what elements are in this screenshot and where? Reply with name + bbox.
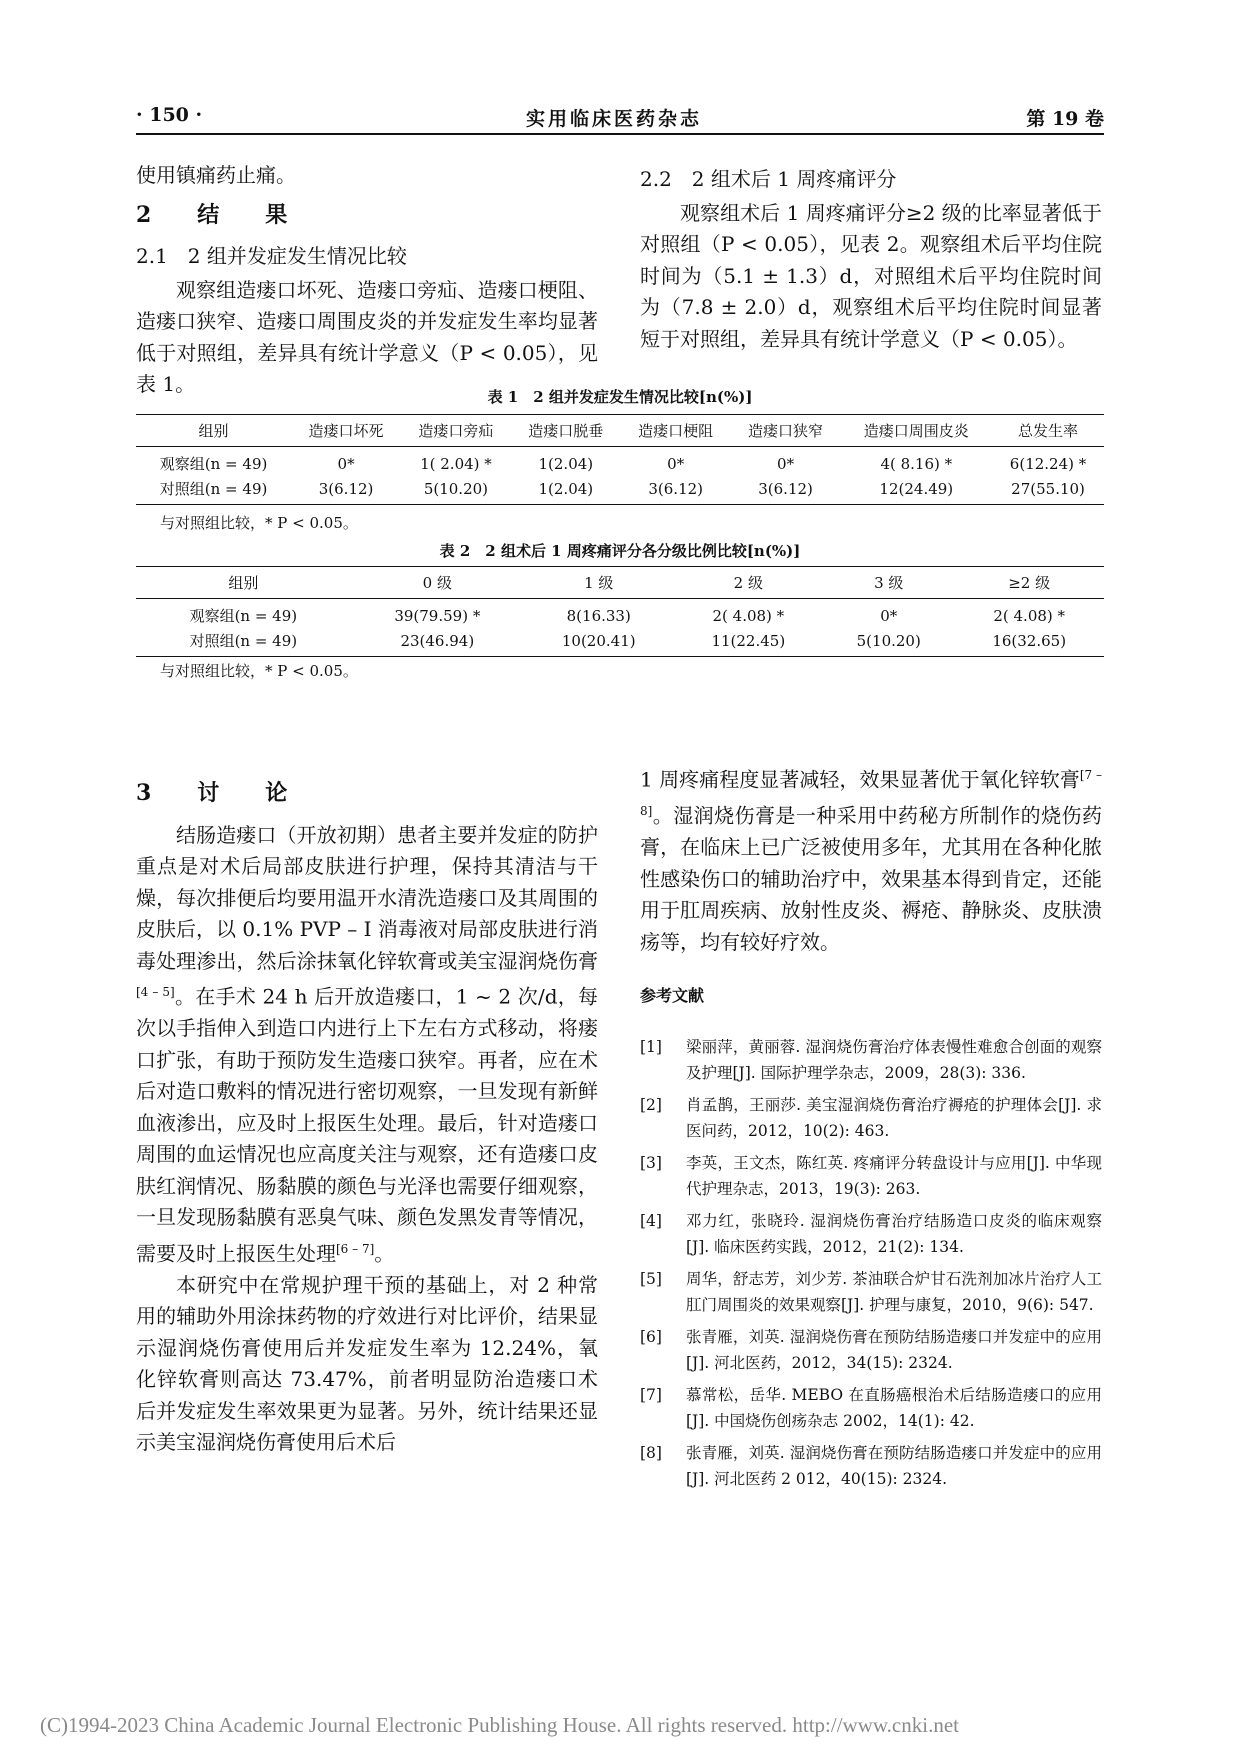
subsection-heading-2-2: 2.2 2 组术后 1 周疼痛评分 <box>640 167 897 191</box>
reference-number: [7] <box>640 1385 662 1404</box>
reference-text: 梁丽萍，黄丽蓉. 湿润烧伤膏治疗体表慢性难愈合创面的观察及护理[J]. 国际护理学杂志，2009，28(3): 336. <box>686 1037 1102 1082</box>
section-heading-discussion: 3 讨 论 <box>136 780 300 806</box>
reference-item <box>640 1324 1102 1376</box>
table-row <box>136 599 1104 629</box>
right-column-top <box>640 160 1102 355</box>
table-cell: 对照组(n = 49) <box>136 476 291 505</box>
discussion-text-b: 。在手术 24 h 后开放造瘘口，1 ~ 2 次/d，每次以手指伸入到造口内进行上下左右方式移动，将瘘口扩张，有助于预防发生造瘘口狭窄。再者，应在术后对造口敷料的情况进行密切观察，一旦发现有新鲜血液渗出，应及时上报医生处理。最后，针对造瘘口周围的血运情况也应高度关注与观察，还有造瘘口皮肤红润情况、肠黏膜的颜色与光泽也需要仔细观察，一旦发现肠黏膜有恶臭气味、颜色发黑发青等情况，需要及时上报医生处理 <box>136 984 598 1266</box>
paragraph-discussion-1 <box>136 820 598 1270</box>
reference-number: [2] <box>640 1095 662 1114</box>
left-column-bottom <box>136 770 598 1459</box>
reference-number: [3] <box>640 1153 662 1172</box>
reference-number: [1] <box>640 1037 662 1056</box>
reference-number: [6] <box>640 1327 662 1346</box>
table-cell: 3(6.12) <box>291 476 401 505</box>
column-header: 0 级 <box>351 567 524 599</box>
table2-header-row <box>136 567 1104 599</box>
reference-number: [4] <box>640 1211 662 1230</box>
table-cell: 0* <box>667 454 685 473</box>
column-header: 2 级 <box>674 567 824 599</box>
reference-item <box>640 1208 1102 1260</box>
table-cell: 12(24.49) <box>841 476 993 505</box>
discussion-text-d: 1 周疼痛程度显著减轻，效果显著优于氧化锌软膏 <box>640 767 1080 792</box>
reference-item <box>640 1150 1102 1202</box>
reference-item <box>640 1266 1102 1318</box>
column-header: 1 级 <box>524 567 674 599</box>
header-rule <box>136 133 1104 135</box>
paragraph-complications: 观察组造瘘口坏死、造瘘口旁疝、造瘘口梗阻、造瘘口狭窄、造瘘口周围皮炎的并发症发生率均显著低于对照组，差异具有统计学意义（P < 0.05），见表 1。 <box>136 277 598 396</box>
subsection-heading-2-1: 2.1 2 组并发症发生情况比较 <box>136 244 407 268</box>
table-cell: 4( 8.16) * <box>880 454 953 473</box>
table2-caption: 表 2 2 组术后 1 周疼痛评分各分级比例比较[n(%)] <box>439 542 801 560</box>
citation-4-5: [4 – 5] <box>136 985 175 999</box>
journal-title: 实用临床医药杂志 <box>526 108 703 130</box>
references-list <box>640 1034 1102 1492</box>
table-row <box>136 628 1104 657</box>
right-column-bottom <box>640 760 1102 1498</box>
paragraph-discussion-3 <box>640 760 1102 958</box>
section-heading-results: 2 结 果 <box>136 201 300 228</box>
table1 <box>136 414 1104 505</box>
reference-item <box>640 1034 1102 1086</box>
reference-text: 肖孟鹊，王丽莎. 美宝湿润烧伤膏治疗褥疮的护理体会[J]. 求医问药，2012，10(2): 463. <box>686 1095 1102 1140</box>
table-cell: 观察组(n = 49) <box>189 607 298 625</box>
column-header: 3 级 <box>823 567 954 599</box>
table-cell: 观察组(n = 49) <box>159 455 268 473</box>
table-cell: 3(6.12) <box>731 476 841 505</box>
table-cell: 27(55.10) <box>992 476 1104 505</box>
reference-text: 慕常松，岳华. MEBO 在直肠癌根治术后结肠造瘘口的应用[J]. 中国烧伤创疡杂志 2002，14(1): 42. <box>686 1385 1102 1430</box>
column-header: 造瘘口梗阻 <box>621 415 731 447</box>
table-cell: 11(22.45) <box>674 628 824 657</box>
table-cell: 6(12.24) * <box>1009 454 1087 473</box>
citation-7-8: [7 – 8] <box>640 768 1102 819</box>
reference-text: 周华，舒志芳，刘少芳. 茶油联合炉甘石洗剂加冰片治疗人工肛门周围炎的效果观察[J]. 护理与康复，2010，9(6): 547. <box>686 1269 1102 1314</box>
paragraph-discussion-2: 本研究中在常规护理干预的基础上，对 2 种常用的辅助外用涂抹药物的疗效进行对比评价，结果显示湿润烧伤膏使用后并发症发生率为 12.24%，氧化锌软膏则高达 73.47%，前者明显防治造瘘口术后并发症发生率效果更为显著。另外，统计结果还显示美宝湿润烧伤膏使用后术后 <box>136 1272 598 1455</box>
table1-note: 与对照组比较，* P < 0.05。 <box>160 514 358 532</box>
table1-caption: 表 1 2 组并发症发生情况比较[n(%)] <box>487 388 753 406</box>
column-header: 造瘘口旁疝 <box>401 415 511 447</box>
table-cell: 对照组(n = 49) <box>136 628 351 657</box>
table-cell: 2( 4.08) * <box>993 606 1066 625</box>
table-cell: 8(16.33) <box>566 606 631 625</box>
table-cell: 5(10.20) <box>823 628 954 657</box>
column-header: 造瘘口脱垂 <box>511 415 621 447</box>
table-cell: 0* <box>880 606 898 625</box>
table-cell: 0* <box>777 454 795 473</box>
reference-text: 张青雁，刘英. 湿润烧伤膏在预防结肠造瘘口并发症中的应用[J]. 河北医药 2 012，40(15): 2324. <box>686 1443 1102 1488</box>
reference-item <box>640 1382 1102 1434</box>
table-cell: 5(10.20) <box>401 476 511 505</box>
table-cell: 10(20.41) <box>524 628 674 657</box>
reference-item <box>640 1440 1102 1492</box>
reference-text: 张青雁，刘英. 湿润烧伤膏在预防结肠造瘘口并发症中的应用[J]. 河北医药，2012，34(15): 2324. <box>686 1327 1102 1372</box>
table-cell: 39(79.59) * <box>394 606 481 625</box>
discussion-text-a: 结肠造瘘口（开放初期）患者主要并发症的防护重点是对术后局部皮肤进行护理，保持其清洁与干燥，每次排便后均要用温开水清洗造瘘口及其周围的皮肤后，以 0.1% PVP – I 消毒液对局部皮肤进行消毒处理渗出，然后涂抹氧化锌软膏或美宝湿润烧伤膏 <box>136 822 598 973</box>
table-cell: 1( 2.04) * <box>420 454 492 473</box>
table-cell: 1(2.04) <box>538 454 594 473</box>
table2 <box>136 566 1104 657</box>
table-cell: 1(2.04) <box>511 476 621 505</box>
table-row <box>136 447 1104 477</box>
column-header: ≥2 级 <box>954 567 1104 599</box>
reference-text: 李英，王文杰，陈红英. 疼痛评分转盘设计与应用[J]. 中华现代护理杂志，2013，19(3): 263. <box>686 1153 1102 1198</box>
citation-6-7: [6 – 7] <box>336 1241 375 1256</box>
volume-label: 第 19 卷 <box>1026 108 1104 130</box>
running-header <box>136 104 1104 134</box>
reference-item <box>640 1092 1102 1144</box>
column-header: 造瘘口周围皮炎 <box>841 415 993 447</box>
column-header: 造瘘口狭窄 <box>731 415 841 447</box>
table-cell: 2( 4.08) * <box>712 606 785 625</box>
table-cell: 23(46.94) <box>351 628 524 657</box>
copyright-footer: (C)1994-2023 China Academic Journal Electronic Publishing House. All rights reserved. http://www.cnki.net <box>40 1713 959 1737</box>
paragraph-pain-score: 观察组术后 1 周疼痛评分≥2 级的比率显著低于对照组（P < 0.05），见表 2。观察组术后平均住院时间为（5.1 ± 1.3）d，对照组术后平均住院时间为（7.8 ± 2.0）d，观察组术后平均住院时间显著短于对照组，差异具有统计学意义（P < 0.05）。 <box>640 200 1102 351</box>
page-number: · 150 · <box>136 104 203 126</box>
table-row <box>136 476 1104 505</box>
reference-number: [8] <box>640 1443 662 1462</box>
reference-number: [5] <box>640 1269 662 1288</box>
column-header: 总发生率 <box>992 415 1104 447</box>
paragraph-continued: 使用镇痛药止痛。 <box>136 163 296 187</box>
column-header: 组别 <box>136 415 291 447</box>
reference-text: 邓力红，张晓玲. 湿润烧伤膏治疗结肠造口皮炎的临床观察[J]. 临床医药实践，2012，21(2): 134. <box>686 1211 1102 1256</box>
references-heading: 参考文献 <box>640 986 705 1006</box>
table-cell: 0* <box>337 454 355 473</box>
discussion-text-c: 。 <box>374 1241 395 1266</box>
column-header: 组别 <box>136 567 351 599</box>
table2-note: 与对照组比较，* P < 0.05。 <box>160 662 358 680</box>
table1-header-row <box>136 415 1104 447</box>
column-header: 造瘘口坏死 <box>291 415 401 447</box>
table-cell: 16(32.65) <box>954 628 1104 657</box>
table-cell: 3(6.12) <box>621 476 731 505</box>
discussion-text-e: 。湿润烧伤膏是一种采用中药秘方所制作的烧伤药膏，在临床上已广泛被使用多年，尤其用在各种化脓性感染伤口的辅助治疗中，效果基本得到肯定，还能用于肛周疾病、放射性皮炎、褥疮、静脉炎、皮肤溃疡等，均有较好疗效。 <box>640 803 1102 954</box>
left-column-top <box>136 160 598 401</box>
